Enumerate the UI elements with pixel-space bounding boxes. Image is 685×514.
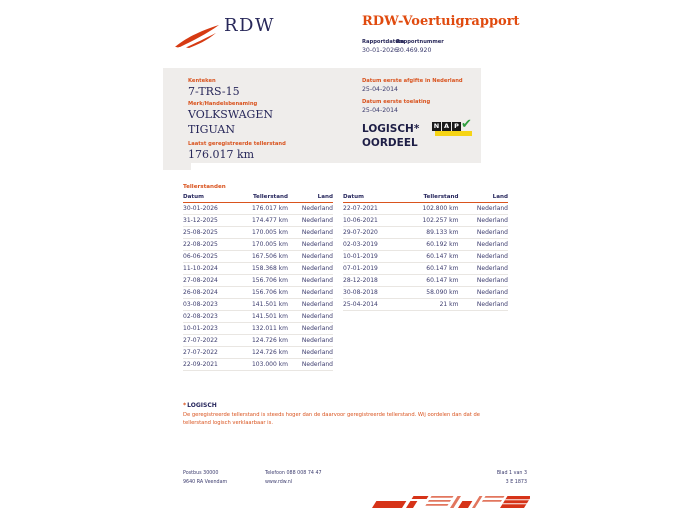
table-row	[183, 263, 333, 275]
cell-tellerstand: 60.147 km	[402, 251, 458, 263]
table-row	[343, 227, 508, 239]
footnote-title-text: LOGISCH	[187, 402, 217, 409]
nap-letter-p: P	[452, 122, 461, 131]
report-date-label: Rapportdatum	[362, 39, 405, 45]
eerste-afgifte-label: Datum eerste afgifte in Nederland	[362, 78, 463, 84]
table-row	[343, 251, 508, 263]
eerste-toelating-label: Datum eerste toelating	[362, 99, 431, 105]
cell-land: Nederland	[288, 239, 333, 251]
logisch-footnote	[183, 402, 483, 427]
cell-land: Nederland	[288, 251, 333, 263]
footer-contact	[265, 469, 322, 487]
laatste-tellerstand-value: 176.017 km	[188, 148, 255, 161]
report-number-label: Rapportnummer	[396, 39, 444, 45]
tellerstanden-title: Tellerstanden	[183, 184, 226, 190]
cell-land: Nederland	[288, 299, 333, 311]
cell-datum: 29-07-2020	[343, 227, 402, 239]
footer-phone: Telefoon 088 008 74 47	[265, 471, 322, 476]
cell-datum: 22-07-2021	[343, 203, 402, 215]
cell-tellerstand: 60.147 km	[402, 263, 458, 275]
cell-datum: 26-08-2024	[183, 287, 237, 299]
cell-datum: 22-09-2021	[183, 359, 237, 371]
cell-land: Nederland	[458, 263, 508, 275]
cell-tellerstand: 60.147 km	[402, 275, 458, 287]
cell-tellerstand: 176.017 km	[237, 203, 288, 215]
footnote-title	[183, 402, 483, 409]
cell-tellerstand: 102.257 km	[402, 215, 458, 227]
cell-land: Nederland	[458, 275, 508, 287]
cell-tellerstand: 124.726 km	[237, 347, 288, 359]
cell-datum: 30-08-2018	[343, 287, 402, 299]
table-row	[343, 215, 508, 227]
footnote-text: De geregistreerde tellerstand is steeds hoger dan de daarvoor geregistreerde tellerstand. Wij oordelen dan dat de tellerstand logisch verklaarbaar is.	[183, 412, 480, 426]
cell-land: Nederland	[288, 359, 333, 371]
table-row	[183, 227, 333, 239]
summary-box-tab	[163, 163, 191, 170]
eerste-afgifte-value: 25-04-2014	[362, 86, 398, 93]
column-header-land: Land	[288, 194, 333, 203]
nap-logo	[432, 117, 482, 141]
cell-tellerstand: 58.090 km	[402, 287, 458, 299]
footer-page-number: Blad 1 van 3	[496, 471, 527, 476]
model-value: TIGUAN	[188, 123, 235, 136]
cell-datum: 27-07-2022	[183, 347, 237, 359]
column-header-datum: Datum	[343, 194, 402, 203]
cell-land: Nederland	[288, 323, 333, 335]
cell-tellerstand: 174.477 km	[237, 215, 288, 227]
table-row	[183, 323, 333, 335]
table-row	[183, 335, 333, 347]
table-row	[183, 287, 333, 299]
cell-tellerstand: 103.000 km	[237, 359, 288, 371]
report-number-value: 30.469.920	[396, 47, 432, 54]
cell-land: Nederland	[288, 275, 333, 287]
table-row	[343, 299, 508, 311]
cell-land: Nederland	[288, 215, 333, 227]
footer-address	[183, 469, 227, 487]
cell-datum: 25-08-2025	[183, 227, 237, 239]
cell-datum: 10-01-2023	[183, 323, 237, 335]
cell-datum: 06-06-2025	[183, 251, 237, 263]
column-header-land: Land	[458, 194, 508, 203]
cell-datum: 10-01-2019	[343, 251, 402, 263]
oordeel-line2: OORDEEL	[362, 136, 418, 149]
cell-datum: 27-07-2022	[183, 335, 237, 347]
merk-label: Merk/Handelsbenaming	[188, 101, 258, 107]
nap-check-icon: ✔	[461, 117, 472, 132]
nap-letter-n: N	[433, 122, 440, 130]
oordeel-text	[362, 123, 419, 150]
cell-tellerstand: 170.005 km	[237, 227, 288, 239]
cell-land: Nederland	[458, 251, 508, 263]
table-row	[343, 239, 508, 251]
footer-form-code: 3 E 1873	[505, 480, 527, 485]
table-row	[183, 347, 333, 359]
cell-tellerstand: 21 km	[402, 299, 458, 311]
cell-land: Nederland	[458, 239, 508, 251]
table-row	[183, 239, 333, 251]
column-header-datum: Datum	[183, 194, 237, 203]
table-row	[183, 311, 333, 323]
report-date-value: 30-01-2026	[362, 47, 398, 54]
cell-land: Nederland	[458, 227, 508, 239]
cell-land: Nederland	[288, 335, 333, 347]
merk-value: VOLKSWAGEN	[188, 108, 273, 121]
cell-land: Nederland	[458, 203, 508, 215]
nap-letter-a: A	[443, 122, 450, 130]
table-row	[183, 299, 333, 311]
kenteken-value: 7-TRS-15	[188, 85, 240, 98]
cell-datum: 25-04-2014	[343, 299, 402, 311]
column-header-tellerstand: Tellerstand	[402, 194, 458, 203]
cell-land: Nederland	[288, 311, 333, 323]
cell-datum: 22-08-2025	[183, 239, 237, 251]
footer-address-line1: Postbus 30000	[183, 471, 219, 476]
table-row	[183, 251, 333, 263]
tellerstanden-table-right	[343, 194, 508, 311]
cell-datum: 27-08-2024	[183, 275, 237, 287]
report-title: RDW-Voertuigrapport	[362, 14, 520, 29]
column-header-tellerstand: Tellerstand	[237, 194, 288, 203]
table-row	[183, 215, 333, 227]
cell-datum: 31-12-2025	[183, 215, 237, 227]
cell-tellerstand: 158.368 km	[237, 263, 288, 275]
cell-land: Nederland	[288, 203, 333, 215]
table-row	[343, 203, 508, 215]
cell-datum: 10-06-2021	[343, 215, 402, 227]
footnote-asterisk: *	[183, 402, 187, 409]
cell-tellerstand: 141.501 km	[237, 299, 288, 311]
cell-land: Nederland	[458, 299, 508, 311]
footer-page-info	[437, 469, 527, 487]
laatste-tellerstand-label: Laatst geregistreerde tellerstand	[188, 141, 286, 147]
table-row	[343, 287, 508, 299]
cell-datum: 02-08-2023	[183, 311, 237, 323]
footer-address-line2: 9640 RA Veendam	[183, 480, 228, 485]
rdw-logo-text: RDW	[224, 15, 275, 36]
table-row	[343, 275, 508, 287]
cell-tellerstand: 89.133 km	[402, 227, 458, 239]
cell-land: Nederland	[288, 227, 333, 239]
table-row	[183, 203, 333, 215]
table-row	[183, 275, 333, 287]
cell-datum: 02-03-2019	[343, 239, 402, 251]
cell-tellerstand: 102.800 km	[402, 203, 458, 215]
cell-land: Nederland	[458, 287, 508, 299]
kenteken-label: Kenteken	[188, 78, 216, 84]
cell-datum: 03-08-2023	[183, 299, 237, 311]
cell-tellerstand: 124.726 km	[237, 335, 288, 347]
cell-datum: 11-10-2024	[183, 263, 237, 275]
tellerstanden-table-left	[183, 194, 333, 371]
eerste-toelating-value: 25-04-2014	[362, 107, 398, 114]
cell-tellerstand: 132.011 km	[237, 323, 288, 335]
cell-land: Nederland	[288, 263, 333, 275]
rdw-speed-stripes-graphic	[370, 492, 530, 512]
table-row	[183, 359, 333, 371]
cell-datum: 30-01-2026	[183, 203, 237, 215]
cell-land: Nederland	[288, 287, 333, 299]
rdw-wing-logo-icon	[174, 24, 220, 48]
cell-tellerstand: 141.501 km	[237, 311, 288, 323]
cell-tellerstand: 156.706 km	[237, 275, 288, 287]
table-row	[343, 263, 508, 275]
cell-tellerstand: 60.192 km	[402, 239, 458, 251]
cell-tellerstand: 167.506 km	[237, 251, 288, 263]
footer-website: www.rdw.nl	[265, 480, 293, 485]
cell-tellerstand: 170.005 km	[237, 239, 288, 251]
cell-tellerstand: 156.706 km	[237, 287, 288, 299]
cell-land: Nederland	[458, 215, 508, 227]
cell-datum: 28-12-2018	[343, 275, 402, 287]
oordeel-line1: LOGISCH*	[362, 123, 420, 135]
cell-datum: 07-01-2019	[343, 263, 402, 275]
cell-land: Nederland	[288, 347, 333, 359]
